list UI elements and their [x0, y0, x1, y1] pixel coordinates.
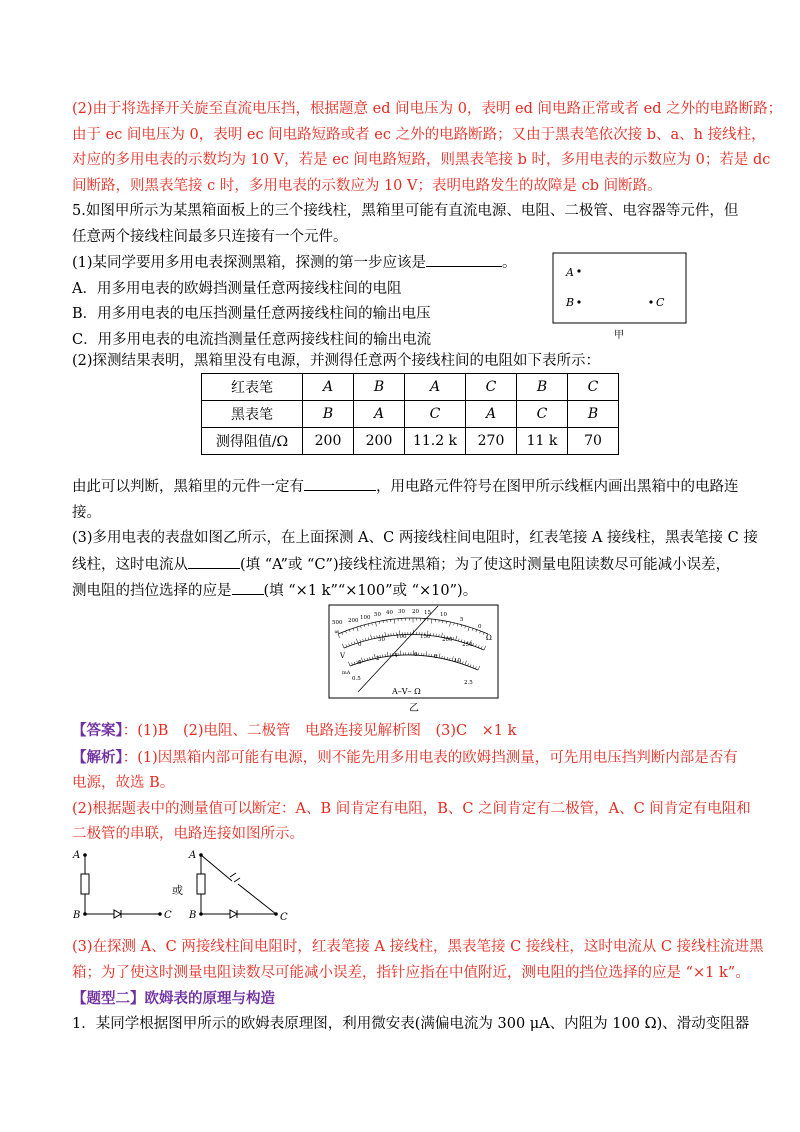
node-a-label: A	[73, 850, 81, 861]
scale-tick	[374, 636, 375, 638]
answer-blank-1[interactable]	[426, 250, 502, 267]
scale-tick	[361, 626, 362, 628]
scale-tick	[465, 661, 466, 665]
part-3-text: (填 “A”或 “C”)接线柱流进黑箱；为了使这时测量电阻读数尽可能减小误差，	[240, 556, 731, 573]
table-row	[202, 401, 619, 428]
table-cell: 70	[568, 428, 619, 455]
scale-tick	[354, 642, 355, 644]
figure-yi	[328, 604, 500, 714]
top-scale-label: 15	[424, 610, 431, 616]
prev-answer-line: (2)由于将选择开关旋至直流电压挡，根据题意 ed 间电压为 0，表明 ed 间电路正常或者 ed 之外的电路断路；	[72, 101, 783, 117]
scale-tick	[468, 664, 469, 666]
table-cell: 11.2 k	[405, 428, 466, 455]
answer-blank-2[interactable]	[304, 474, 376, 491]
scale-tick	[465, 626, 466, 628]
resistor-symbol	[81, 874, 89, 894]
scale-tick	[346, 631, 347, 633]
scale-tick	[346, 645, 347, 647]
prev-answer-line: 对应的多用电表的示数均为 10 V，若是 ec 间电路短路，则黑表笔接 b 时，多用电表的示数应为 0；若是 dc	[72, 152, 771, 168]
scale-tick	[439, 653, 440, 657]
scale-tick	[357, 627, 358, 631]
scale-tick	[456, 636, 457, 640]
part-2-text: (2)探测结果表明，黑箱里没有电源，并测得任意两个接线柱间的电阻如下表所示：	[72, 353, 601, 369]
scale-tick	[370, 657, 371, 659]
top-scale-label: 200	[348, 618, 359, 624]
table-cell: 200	[303, 428, 354, 455]
scale-tick	[376, 622, 377, 626]
or-text: 或	[172, 884, 183, 897]
scale-tick	[481, 647, 482, 649]
part-1-end: 。	[502, 255, 517, 271]
wire	[201, 855, 232, 881]
scale-tick	[342, 644, 344, 648]
bot-scale-label: 8	[434, 654, 438, 660]
scale-tick	[484, 646, 486, 650]
terminal-a-dot	[577, 269, 580, 272]
table-cell: C	[568, 374, 619, 401]
section-2-title: 【题型二】欧姆表的原理与构造	[72, 990, 275, 1007]
stem-line: 5.如图甲所示为某黑箱面板上的三个接线柱，黑箱里可能有直流电源、电阻、二极管、电容器等元件，但	[72, 203, 739, 219]
bot-scale-label: 2	[376, 656, 380, 662]
scale-tick	[385, 632, 386, 636]
terminal-b-dot	[577, 300, 580, 303]
resistor-symbol	[197, 874, 205, 894]
part-2b-text: ，用电路元件符号在图甲所示线框内画出黑箱中的电路连	[376, 479, 739, 495]
ma-mark: mA	[342, 670, 351, 676]
scale-tick	[470, 664, 471, 666]
capacitor-plate	[230, 873, 236, 877]
analysis-line: 二极管的串联，电路连接如图所示。	[72, 826, 304, 842]
scale-tick	[363, 639, 364, 641]
scale-tick	[342, 632, 343, 634]
top-scale-label: 50	[374, 612, 381, 618]
scale-tick	[348, 662, 350, 666]
scale-tick	[349, 630, 350, 632]
part-1-text: (1)某同学要用多用电表探测黑箱，探测的第一步应该是	[72, 255, 427, 271]
range-mark: 2.5	[464, 680, 473, 686]
node-b-label: B	[73, 910, 81, 921]
black-box-frame	[553, 253, 686, 323]
scale-tick	[462, 662, 463, 664]
part-3-text: 测电阻的挡位选择的应是	[72, 583, 232, 599]
scale-tick	[353, 628, 354, 630]
scale-tick	[473, 666, 474, 668]
answer-blank-3[interactable]	[188, 552, 240, 569]
table-cell: 270	[466, 428, 517, 455]
top-scale-label: 40	[386, 610, 393, 616]
table-cell: B	[568, 401, 619, 428]
mid-scale-label: 250	[462, 642, 473, 648]
bot-scale-label: 6	[414, 652, 418, 658]
part-3-text: (3)多用电表的表盘如图乙所示，在上面探测 A、C 两接线柱间电阻时，红表笔接 A 接线柱，黑表笔接 C 接	[72, 530, 758, 546]
scale-tick	[478, 666, 480, 670]
scale-tick	[426, 651, 427, 655]
scale-tick	[387, 652, 388, 656]
mid-scale-label: 50	[378, 637, 385, 643]
scale-tick	[468, 627, 469, 631]
part-2b-text: 由此可以判断，黑箱里的元件一定有	[72, 479, 304, 495]
scale-tick	[364, 625, 365, 627]
circuit-figure	[70, 846, 300, 926]
analysis-line: 箱；为了使这时测量电阻读数尽可能减小误差，指针应指在中值附近，测电阻的挡位选择的应是 “×1 k”。	[72, 964, 750, 981]
figure-jia-caption: 甲	[614, 330, 624, 341]
scale-tick	[352, 663, 353, 665]
prev-answer-line: 间断路，则黑表笔接 c 时，多用电表的示数应为 10 V；表明电路发生的故障是 cb 间断路。	[72, 177, 662, 194]
analysis-line: (2)根据题表中的测量值可以断定：A、B 间肯定有电阻，B、C 之间肯定有二极管，A、C 间肯定有电阻和	[72, 800, 751, 817]
part-3-text: 线柱，这时电流从	[72, 556, 188, 573]
volt-mark: V	[340, 652, 346, 660]
option-a: A．用多用电表的欧姆挡测量任意两接线柱间的电阻	[72, 280, 402, 297]
scale-tick	[351, 642, 352, 644]
meter-label: A–V– Ω	[392, 687, 421, 696]
scale-tick	[450, 622, 451, 626]
mid-scale-label: 0	[358, 642, 362, 648]
table-cell: C	[517, 401, 568, 428]
top-scale-label: 0	[478, 624, 482, 630]
scale-tick	[478, 645, 479, 647]
ohm-mark: Ω	[486, 634, 492, 642]
terminal-c-label: C	[656, 296, 665, 309]
top-scale-label: 20	[412, 609, 419, 615]
scale-tick	[472, 628, 473, 630]
node-a-label: A	[189, 850, 197, 861]
table-cell: C	[466, 374, 517, 401]
diode-symbol	[230, 910, 237, 918]
scale-tick	[372, 657, 373, 659]
table-row	[202, 428, 619, 455]
scale-tick	[483, 632, 484, 634]
wire	[238, 884, 276, 914]
terminal-a-label: A	[566, 266, 574, 279]
answer-tag: 【答案】	[72, 722, 123, 739]
scale-tick	[447, 657, 448, 659]
scale-tick	[449, 658, 450, 660]
terminal-b-label: B	[566, 296, 575, 309]
node-b-label: B	[189, 910, 197, 921]
bot-scale-label: 0	[358, 660, 362, 666]
scale-tick	[473, 643, 474, 645]
scale-tick	[364, 659, 365, 661]
node-c-dot	[274, 912, 278, 916]
top-scale-label: 500	[332, 620, 343, 626]
question-5-stem	[72, 199, 739, 250]
answer-text: ：(1)B (2)电阻、二极管 电路连接见解析图 (3)C ×1 k	[122, 723, 517, 739]
table-cell: 11 k	[517, 428, 568, 455]
question-5-part-2	[72, 349, 732, 375]
table-cell: A	[466, 401, 517, 428]
scale-tick	[461, 625, 462, 627]
capacitor-plate	[234, 878, 240, 882]
figure-yi-caption: 乙	[409, 703, 419, 714]
diode-symbol	[114, 910, 121, 918]
table-row	[202, 374, 619, 401]
scale-tick	[442, 656, 443, 658]
question-5-part-1	[72, 250, 542, 353]
table-header: 测得阻值/Ω	[202, 428, 303, 455]
scale-tick	[371, 635, 372, 639]
scale-tick	[453, 637, 454, 639]
top-scale-label: 5	[460, 617, 464, 623]
analysis-line: 电源，故选 B。	[72, 775, 175, 791]
table-cell: C	[405, 401, 466, 428]
question-5-part-2b	[72, 474, 758, 605]
scale-tick	[444, 657, 445, 659]
top-scale-label: 10	[440, 612, 447, 618]
scale-tick	[365, 638, 366, 640]
analysis-block-2	[72, 935, 764, 986]
scale-tick	[367, 658, 368, 660]
section-2	[72, 986, 750, 1037]
scale-tick	[476, 630, 477, 632]
prev-answer-block	[72, 97, 783, 199]
scale-tick	[368, 624, 369, 626]
bot-scale-label: 10	[454, 658, 461, 664]
analysis-line: (3)在探测 A、C 两接线柱间电阻时，红表笔接 A 接线柱，黑表笔接 C 接线柱，这时电流从 C 接线柱流进黑	[72, 939, 764, 955]
scale-tick	[354, 662, 355, 664]
terminal-c-dot	[649, 300, 652, 303]
infinity-mark: ∞	[334, 628, 340, 636]
table-cell: 200	[354, 428, 405, 455]
node-c-label: C	[164, 910, 172, 921]
top-scale-label: 30	[398, 609, 405, 615]
table-cell: B	[517, 374, 568, 401]
section-2-question-1: 1．某同学根据图甲所示的欧姆表原理图，利用微安表(满偏电流为 300 μA、内阻为 100 Ω)、滑动变阻器	[72, 1015, 750, 1032]
option-b: B．用多用电表的电压挡测量任意两接线柱间的输出电压	[72, 306, 431, 322]
figure-jia	[552, 252, 688, 344]
mid-scale-label: 100	[396, 634, 407, 640]
top-scale-label: 100	[360, 615, 371, 621]
mid-scale-label: 150	[420, 634, 431, 640]
stem-line: 任意两个接线柱间最多只连接有一个元件。	[72, 228, 348, 245]
scale-tick	[368, 637, 369, 639]
node-c-label: C	[280, 912, 288, 923]
part-2b-text: 接。	[72, 504, 101, 521]
scale-tick	[349, 644, 350, 646]
table-cell: A	[354, 401, 405, 428]
scale-tick	[475, 667, 476, 669]
table-cell: B	[303, 401, 354, 428]
scale-tick	[372, 623, 373, 625]
table-cell: B	[354, 374, 405, 401]
analysis-line: ：(1)因黑箱内部可能有电源，则不能先用多用电表的欧姆挡测量，可先用电压挡判断内部是否有	[122, 749, 738, 766]
answer-blank-4[interactable]	[232, 578, 264, 595]
bot-scale-label: 4	[394, 653, 398, 659]
scale-tick	[475, 644, 476, 646]
scale-tick	[480, 631, 481, 633]
part-3-text: (填 “×1 k”“×100”或 “×10”)。	[263, 583, 478, 599]
table-cell: A	[405, 374, 466, 401]
scale-tick	[459, 639, 460, 641]
scale-tick	[454, 623, 455, 625]
mid-scale-label: 200	[442, 637, 453, 643]
answer-block	[72, 718, 751, 848]
table-cell: A	[303, 374, 354, 401]
option-c: C．用多用电表的电流挡测量任意两接线柱间的输出电流	[72, 331, 432, 348]
table-header: 红表笔	[202, 374, 303, 401]
analysis-tag: 【解析】	[72, 748, 123, 766]
table-header: 黑表笔	[202, 401, 303, 428]
range-mark: 0.5	[352, 676, 361, 682]
scale-tick	[457, 624, 458, 626]
node-c-dot	[158, 912, 162, 916]
prev-answer-line: 由于 ec 间电压为 0，表明 ec 间电路短路或者 ec 之外的电路断路；又由于黑表笔依次接 b、a、h 接线柱，	[72, 126, 766, 143]
scale-tick	[361, 657, 362, 661]
resistance-table	[201, 373, 619, 455]
